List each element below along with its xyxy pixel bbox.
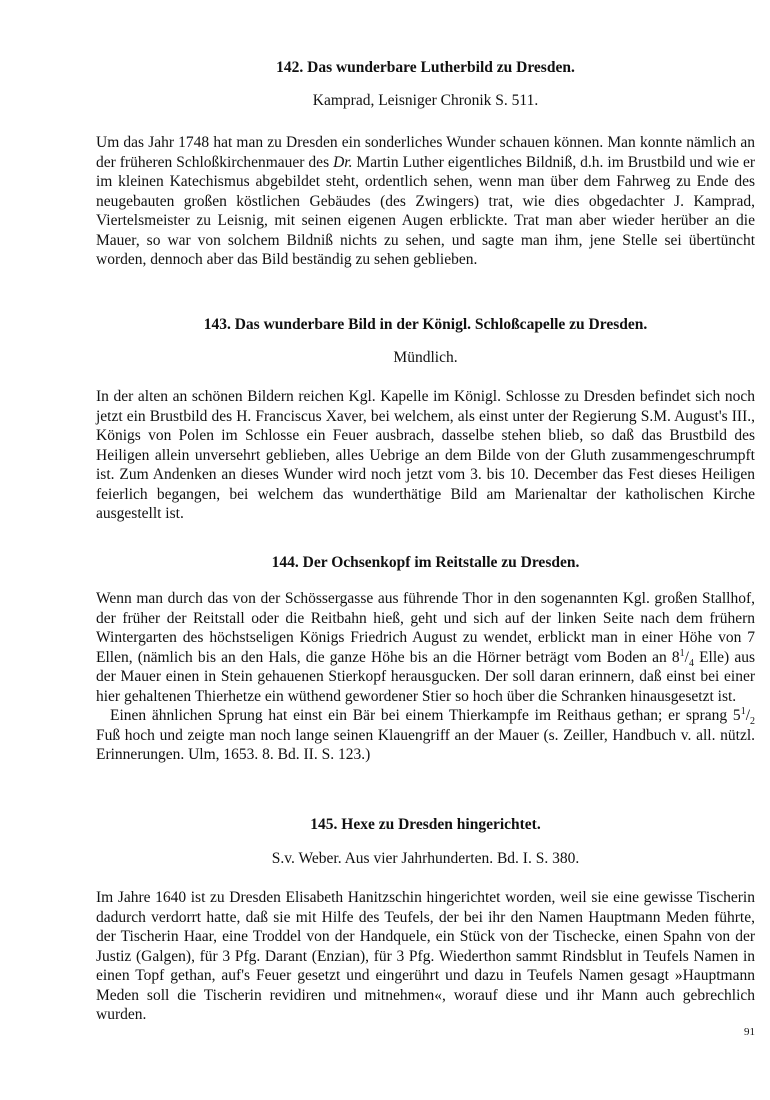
section-paragraph: In der alten an schönen Bildern reichen Kgl. Kapelle im Königl. Schlosse zu Dresden befindet sich noch jetzt ein Brustbild des H. Franciscus Xaver, bei welchem, als einst unter der Regierung S.M. August's III., Königs von Polen im Schlosse ein Feuer ausbrach, dasselbe stehen blieb, so daß das Brustbild des Heiligen allein unversehrt geblieben, alles Uebrige an dem Bilde von der Gluth zusammengeschrumpft ist. Zum Andenken an dieses Wunder wird noch jetzt vom 3. bis 10. December das Fest dieses Heiligen feierlich begangen, bei welchem das wunderthätige Bild am Marienaltar der katholischen Kirche ausgestellt ist. bbox=[96, 388, 755, 522]
section-paragraph: Um das Jahr 1748 hat man zu Dresden ein sonderliches Wunder schauen können. Man konnte nämlich an der früheren Schloßkirchenmauer des Dr. Martin Luther eigentliches Bildniß, d.h. im Brustbild und wie er im kleinen Katechismus abgebildet steht, ordentlich sehen, wenn man über dem Fahrweg zu Ende des neugebauten großen köstlichen Gebäudes (des Zwingers) trat, wie dies obgedachter J. Kamprad, Viertelsmeister zu Leisnig, mit seinen eigenen Augen erblickte. Trat man aber wieder herüber an die Mauer, so war von solchem Bildniß nichts zu sehen, und sagte man ihm, jene Stelle sei übertüncht worden, dennoch aber das Bild beständig zu sehen geblieben. bbox=[96, 134, 755, 268]
section-paragraph: Wenn man durch das von der Schössergasse aus führende Thor in den sogenannten Kgl. großen Stallhof, der früher der Reitstall oder die Reitbahn hieß, geht und sich auf der linken Seite nach dem frühern Wintergarten des höchstseligen Königs Friedrich August zu wendet, erblickt man in einer Höhe von 7 Ellen, (nämlich bis an den Hals, die ganze Höhe bis an die Hörner beträgt vom Boden an $8^1/_4$ Elle) aus der Mauer einen in Stein gehauenen Stierkopf herausgucken. Der soll daran erinnern, daß einst bei einer hier gehaltenen Thierhetze ein wüthend gewordener Stier so hoch über die Schranken hinausgesetzt ist. bbox=[96, 590, 755, 705]
section-144 bbox=[96, 553, 755, 765]
section-title: 145. Hexe zu Dresden hingerichtet. bbox=[310, 816, 541, 833]
section-143 bbox=[96, 315, 755, 524]
section-145 bbox=[96, 815, 755, 1025]
section-title: 144. Der Ochsenkopf im Reitstalle zu Dresden. bbox=[271, 554, 580, 571]
section-source: Kamprad, Leisniger Chronik S. 511. bbox=[312, 92, 539, 109]
page-number: 91 bbox=[744, 1026, 755, 1038]
section-paragraph: Einen ähnlichen Sprung hat einst ein Bär bei einem Thierkampfe im Reithaus gethan; er sprang $5^1/_2$ Fuß hoch und zeigte man noch lange seinen Klauengriff an der Mauer (s. Zeiller, Handbuch v. all. nützl. Erinnerungen. Ulm, 1653. 8. Bd. II. S. 123.) bbox=[96, 705, 755, 763]
section-title: 143. Das wunderbare Bild in der Königl. Schloßcapelle zu Dresden. bbox=[203, 316, 648, 333]
emphasis: Dr. bbox=[333, 153, 353, 171]
section-142 bbox=[96, 58, 755, 270]
section-source: Mündlich. bbox=[393, 349, 458, 366]
section-paragraph: Im Jahre 1640 ist zu Dresden Elisabeth Hanitzschin hingerichtet worden, weil sie eine gewisse Tischerin dadurch verdorrt hatte, daß sie mit Hilfe des Teufels, der bei ihr den Namen Hauptmann Meden führte, der Tischerin Haar, eine Troddel von der Handquele, ein Stück von der Tischecke, einen Spahn von der Justiz (Galgen), für 3 Pfg. Darant (Enzian), für 3 Pfg. Wiederthon sammt Rindsblut in Teufels Namen in einen Topf gethan, auf's Feuer gesetzt und eingerührt und dazu in Teufels Namen gesagt »Hauptmann Meden soll die Tischerin revidiren und mitnehmen«, worauf diese und ihr Mann auch gebrechlich wurden. bbox=[96, 889, 755, 1023]
section-title: 142. Das wunderbare Lutherbild zu Dresden. bbox=[276, 59, 575, 76]
section-source: S.v. Weber. Aus vier Jahrhunderten. Bd. I. S. 380. bbox=[271, 850, 580, 867]
